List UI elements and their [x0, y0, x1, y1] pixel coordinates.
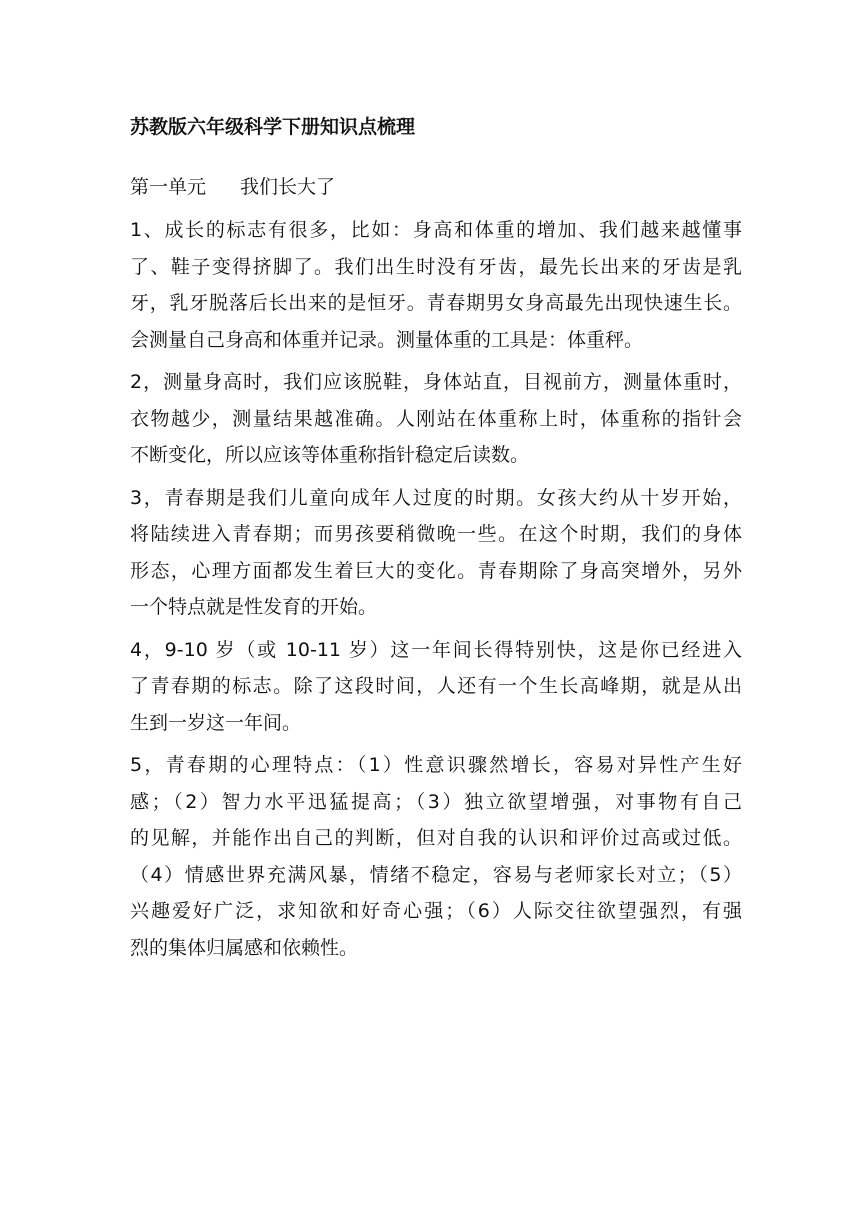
unit-number: 第一单元 — [130, 176, 207, 198]
paragraph-line: 了、鞋子变得挤脚了。我们出生时没有牙齿，最先长出来的牙齿是乳 — [130, 255, 742, 278]
paragraph-5 — [130, 747, 742, 966]
paragraph-line: 了青春期的标志。除了这段时间，人还有一个生长高峰期，就是从出 — [130, 675, 742, 697]
paragraph-line: 4，9-10 岁（或 10-11 岁）这一年间长得特别快，这是你已经进入 — [130, 638, 742, 661]
paragraph-line: 兴趣爱好广泛，求知欲和好奇心强；（6）人际交往欲望强烈，有强 — [130, 900, 742, 922]
unit-name: 我们长大了 — [240, 176, 336, 198]
paragraph-line: 的见解，并能作出自己的判断，但对自我的认识和评价过高或过低。 — [130, 827, 742, 849]
paragraph-line: 会测量自己身高和体重并记录。测量体重的工具是：体重秤。 — [130, 328, 644, 351]
paragraph-line: 感；（2）智力水平迅猛提高；（3）独立欲望增强，对事物有自己 — [130, 790, 742, 813]
paragraph-4 — [130, 632, 742, 742]
paragraph-line: 将陆续进入青春期；而男孩要稍微晚一些。在这个时期，我们的身体 — [130, 523, 742, 545]
paragraph-line: 5，青春期的心理特点：（1）性意识骤然增长，容易对异性产生好 — [130, 754, 742, 776]
paragraph-line: 1、成长的标志有很多，比如：身高和体重的增加、我们越来越懂事 — [130, 219, 742, 241]
unit-heading — [130, 172, 742, 202]
paragraph-line: 一个特点就是性发育的开始。 — [130, 596, 378, 618]
paragraph-1 — [130, 212, 742, 358]
paragraph-2 — [130, 364, 742, 474]
paragraph-line: 生到一岁这一年间。 — [130, 711, 302, 734]
document-title: 苏教版六年级科学下册知识点梳理 — [130, 116, 416, 138]
paragraph-line: 形态，心理方面都发生着巨大的变化。青春期除了身高突增外，另外 — [130, 559, 742, 582]
paragraph-line: 衣物越少，测量结果越准确。人刚站在体重称上时，体重称的指针会 — [130, 407, 742, 430]
paragraph-line: 2，测量身高时，我们应该脱鞋，身体站直，目视前方，测量体重时， — [130, 371, 742, 393]
paragraph-line: 烈的集体归属感和依赖性。 — [130, 936, 359, 959]
paragraph-line: 牙，乳牙脱落后长出来的是恒牙。青春期男女身高最先出现快速生长。 — [130, 292, 742, 314]
paragraph-3 — [130, 480, 742, 626]
paragraph-line: 不断变化，所以应该等体重称指针稳定后读数。 — [130, 444, 530, 466]
paragraph-line: 3，青春期是我们儿童向成年人过度的时期。女孩大约从十岁开始， — [130, 486, 742, 509]
paragraph-line: （4）情感世界充满风暴，情绪不稳定，容易与老师家长对立；（5） — [130, 863, 742, 886]
document-page — [130, 112, 742, 972]
